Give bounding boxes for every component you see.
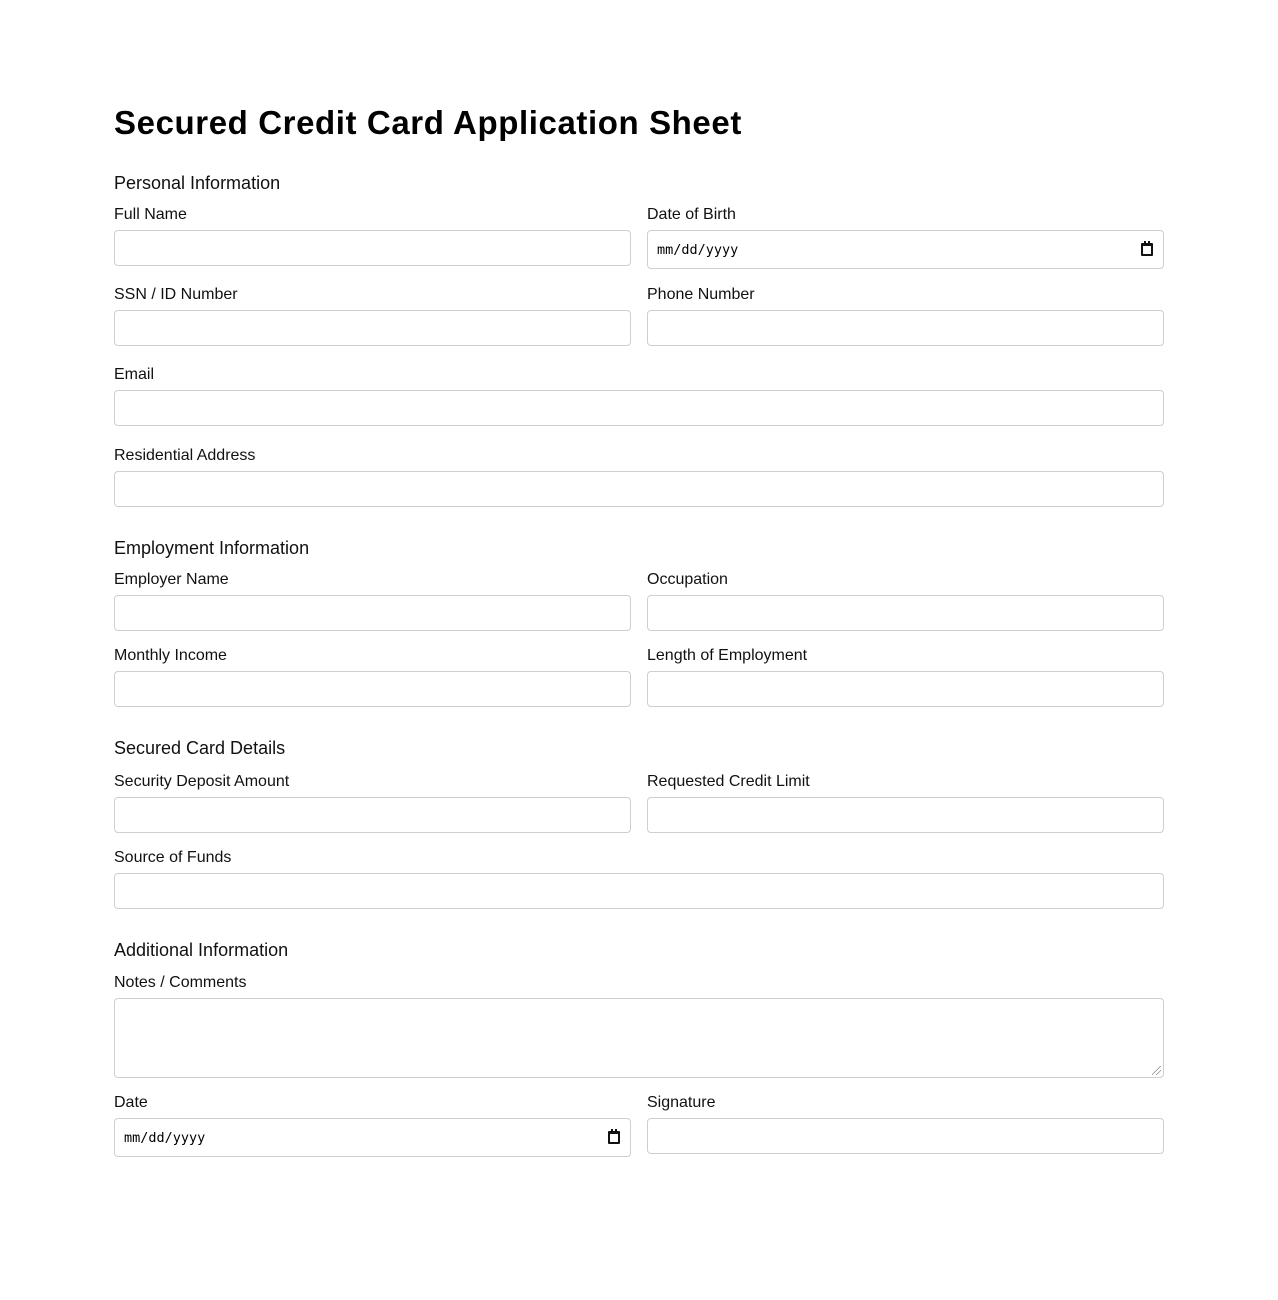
length-of-employment-label: Length of Employment	[647, 647, 808, 664]
field-security-deposit	[114, 773, 631, 833]
form-row	[114, 849, 1164, 909]
form-row	[114, 447, 1164, 507]
address-input[interactable]	[114, 471, 1164, 507]
section-employment-information	[114, 537, 1164, 707]
email-label: Email	[114, 366, 155, 383]
section-heading: Additional Information	[114, 940, 289, 960]
section-personal-information	[114, 172, 1164, 507]
section-secured-card-details	[114, 737, 1164, 909]
section-heading: Employment Information	[114, 538, 310, 558]
calendar-icon[interactable]	[608, 1131, 620, 1144]
phone-input[interactable]	[647, 310, 1164, 346]
date-of-birth-label: Date of Birth	[647, 206, 736, 223]
date-placeholder: mm/dd/yyyy	[124, 1129, 206, 1146]
field-date-of-birth	[647, 206, 1164, 269]
application-form	[114, 100, 1164, 1157]
source-of-funds-label: Source of Funds	[114, 849, 232, 866]
page-title: Secured Credit Card Application Sheet	[114, 104, 742, 141]
notes-textarea[interactable]	[114, 998, 1164, 1078]
form-row	[114, 571, 1164, 631]
phone-label: Phone Number	[647, 286, 755, 303]
requested-credit-limit-input[interactable]	[647, 797, 1164, 833]
field-address	[114, 447, 1164, 507]
section-heading: Personal Information	[114, 173, 281, 193]
ssn-input[interactable]	[114, 310, 631, 346]
occupation-label: Occupation	[647, 571, 728, 588]
signature-label: Signature	[647, 1094, 716, 1111]
field-ssn	[114, 286, 631, 346]
full-name-input[interactable]	[114, 230, 631, 266]
form-row	[114, 366, 1164, 426]
form-row	[114, 773, 1164, 833]
form-row	[114, 647, 1164, 707]
occupation-input[interactable]	[647, 595, 1164, 631]
field-length-of-employment	[647, 647, 1164, 707]
field-employer-name	[114, 571, 631, 631]
form-row	[114, 286, 1164, 346]
field-source-of-funds	[114, 849, 1164, 909]
field-occupation	[647, 571, 1164, 631]
field-full-name	[114, 206, 631, 269]
length-of-employment-input[interactable]	[647, 671, 1164, 707]
field-email	[114, 366, 1164, 426]
date-placeholder: mm/dd/yyyy	[657, 241, 739, 258]
address-label: Residential Address	[114, 447, 256, 464]
form-row	[114, 206, 1164, 269]
field-notes	[114, 974, 1164, 1078]
field-signature	[647, 1094, 1164, 1157]
monthly-income-input[interactable]	[114, 671, 631, 707]
form-row	[114, 1094, 1164, 1157]
field-date	[114, 1094, 631, 1157]
section-heading: Secured Card Details	[114, 738, 286, 758]
email-input[interactable]	[114, 390, 1164, 426]
full-name-label: Full Name	[114, 206, 187, 223]
form-row	[114, 974, 1164, 1078]
notes-label: Notes / Comments	[114, 974, 247, 991]
security-deposit-label: Security Deposit Amount	[114, 773, 290, 790]
field-requested-credit-limit	[647, 773, 1164, 833]
date-input[interactable]	[114, 1118, 631, 1157]
date-label: Date	[114, 1094, 148, 1111]
requested-credit-limit-label: Requested Credit Limit	[647, 773, 810, 790]
field-phone	[647, 286, 1164, 346]
date-of-birth-input[interactable]	[647, 230, 1164, 269]
monthly-income-label: Monthly Income	[114, 647, 227, 664]
source-of-funds-input[interactable]	[114, 873, 1164, 909]
ssn-label: SSN / ID Number	[114, 286, 238, 303]
security-deposit-input[interactable]	[114, 797, 631, 833]
section-additional-information	[114, 939, 1164, 1157]
employer-name-label: Employer Name	[114, 571, 229, 588]
employer-name-input[interactable]	[114, 595, 631, 631]
resize-handle-icon[interactable]	[1152, 1066, 1161, 1075]
field-monthly-income	[114, 647, 631, 707]
calendar-icon[interactable]	[1141, 243, 1153, 256]
signature-input[interactable]	[647, 1118, 1164, 1154]
